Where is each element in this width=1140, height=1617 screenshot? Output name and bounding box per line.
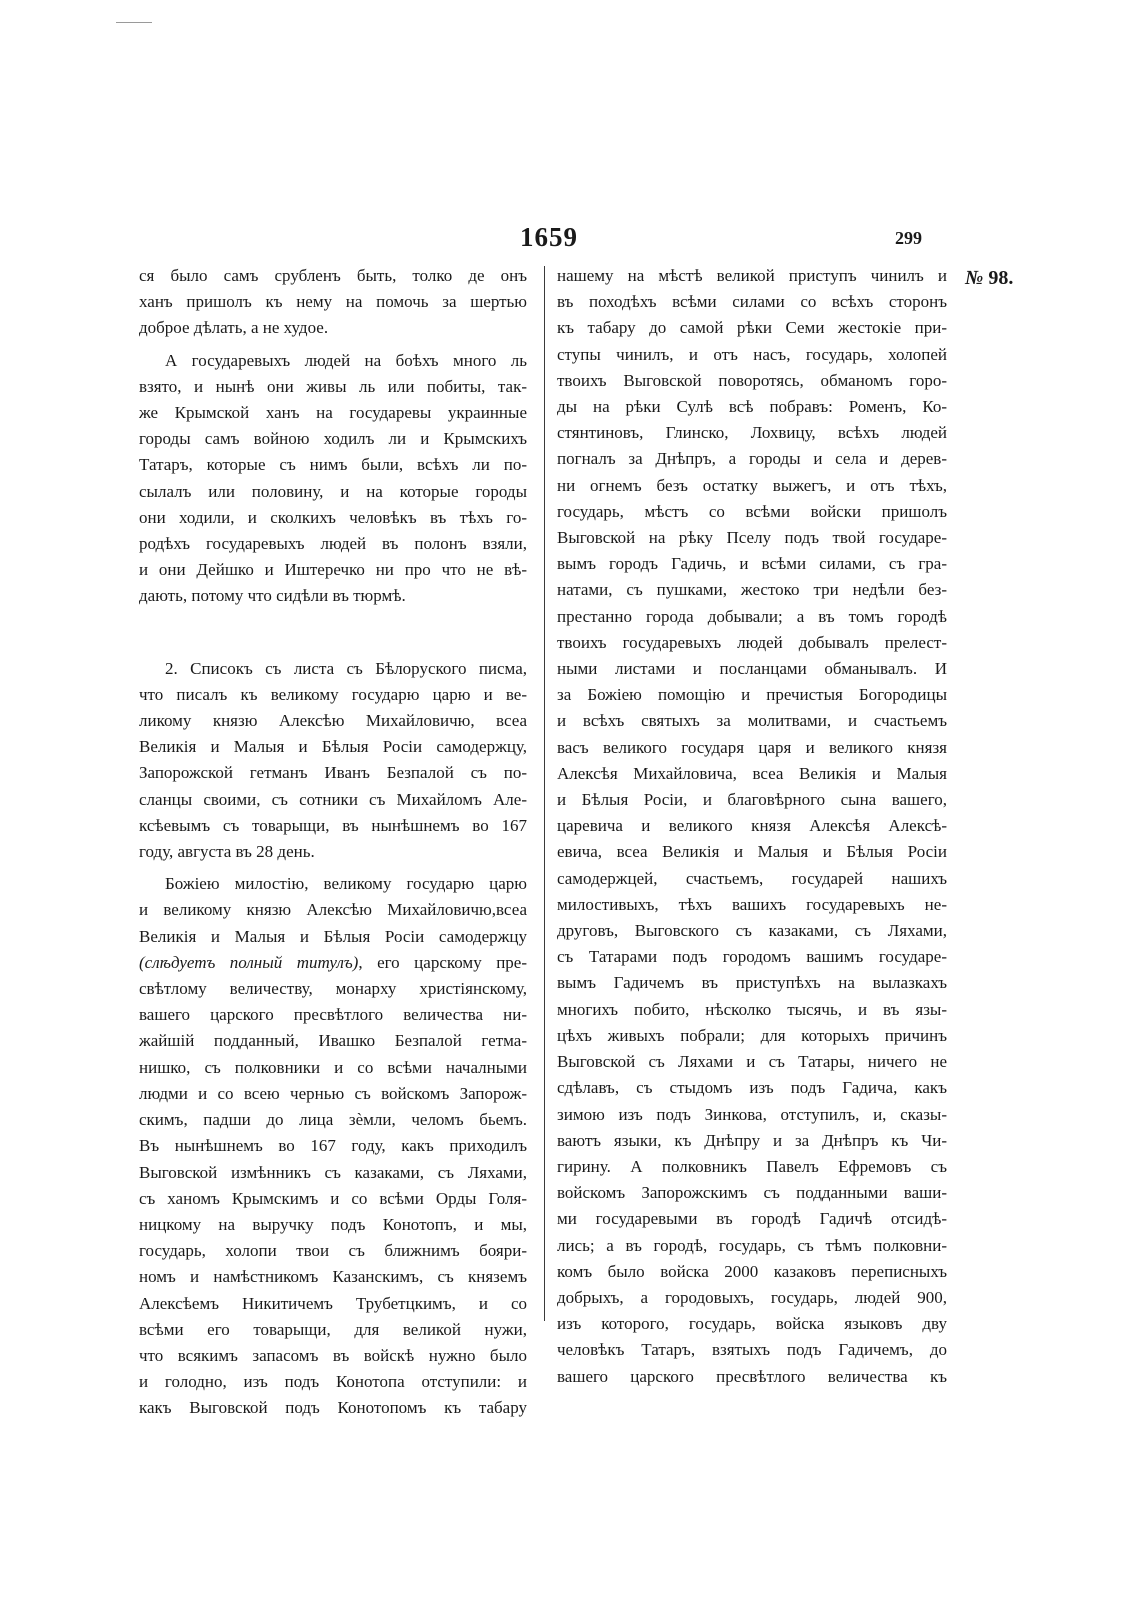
- text-line: твоихъ государевыхъ людей добывалъ прелест-: [557, 632, 947, 652]
- text-line: вашего царского пресвѣтлого величества къ: [557, 1366, 947, 1386]
- text-line: государь, холопи твои съ ближнимъ бояри-: [139, 1241, 527, 1261]
- text-line: всѣми его товарыщи, для великой нужи,: [139, 1319, 527, 1339]
- text-line: Великія и Малыя и Бѣлыя Росіи самодержцу,: [139, 737, 527, 757]
- text-line: васъ великого государя царя и великого князя: [557, 737, 947, 757]
- text-line: гирину. А полковникъ Павелъ Ефремовъ съ: [557, 1156, 947, 1176]
- text-line: престанно города добывали; а въ томъ городѣ: [557, 606, 947, 626]
- text-line: и великому князю Алексѣю Михайловичю,всеа: [139, 900, 527, 920]
- text-line: ницкому на выручку подъ Конотопъ, и мы,: [139, 1214, 527, 1234]
- text-line: комъ было войска 2000 казаковъ переписныхъ: [557, 1261, 947, 1281]
- text-line: погналъ за Днѣпръ, а городы и села и дерев-: [557, 449, 947, 469]
- text-line: государь, мѣстъ со всѣми войски пришолъ: [557, 501, 947, 521]
- text-line: вымъ Гадичемъ въ приступѣхъ на вылазкахъ: [557, 973, 947, 993]
- italic-note: (слѣдуетъ полный титулъ): [139, 952, 359, 972]
- document-number-value: 98.: [988, 267, 1014, 289]
- text-line: жайшій подданный, Ивашко Безпалой гетма-: [139, 1031, 527, 1051]
- text-line: и всѣхъ святыхъ за молитвами, и счастьемъ: [557, 711, 947, 731]
- paragraph-4: [139, 871, 527, 1421]
- text-line: ся было самъ срубленъ быть, толко де онъ: [139, 266, 527, 285]
- text-line: ни огнемъ безъ остатку выжегъ, и отъ тѣхъ,: [557, 475, 947, 495]
- text-line: за Божіею помощію и пречистыя Богородицы: [557, 685, 947, 705]
- text-line: ступы чинилъ, и отъ насъ, государь, холопей: [557, 344, 947, 364]
- text-line: номъ и намѣстникомъ Казанскимъ, съ княземъ: [139, 1267, 527, 1287]
- text-line: доброе дѣлать, а не худое.: [139, 318, 329, 338]
- text-line: и они Дейшко и Иштеречко ни про что не вѣ-: [139, 560, 527, 580]
- text-line: нашему на мѣстѣ великой приступъ чинилъ и: [557, 266, 947, 285]
- text-line: [139, 950, 527, 976]
- text-line: же Крымской ханъ на государевы украинные: [139, 403, 527, 423]
- text-line: году, августа въ 28 день.: [139, 842, 315, 862]
- text-line: лись; а въ городѣ, государь, съ тѣмъ полковни-: [557, 1235, 947, 1255]
- text-line: вашего царского пресвѣтлого величества ни-: [139, 1005, 527, 1025]
- text-fragment: , его царскому пре-: [358, 952, 527, 972]
- text-line: Запорожской гетманъ Иванъ Безпалой съ по-: [139, 763, 527, 783]
- text-line: царевича и великого князя Алексѣя Алексѣ-: [557, 816, 947, 836]
- year-heading: 1659: [520, 222, 578, 252]
- text-line: Алексѣя Михайловича, всеа Великія и Малыя: [557, 763, 947, 783]
- text-line: ваютъ языки, къ Днѣпру и за Днѣпръ къ Чи-: [557, 1130, 947, 1150]
- left-column: [139, 263, 527, 1422]
- text-line: Въ нынѣшнемъ во 167 году, какъ приходилъ: [139, 1136, 527, 1156]
- text-line: и Бѣлыя Росіи, и благовѣрного сына вашего,: [557, 790, 947, 810]
- text-line: взято, и нынѣ они живы ль или побиты, так-: [139, 376, 527, 396]
- document-number: [965, 267, 1013, 290]
- page-number: 299: [895, 228, 922, 248]
- text-line: Великія и Малыя и Бѣлыя Росіи самодержцу: [139, 926, 527, 946]
- number-sign: №: [965, 267, 984, 289]
- text-line: 2. Списокъ съ листа съ Бѣлоруского писма,: [165, 658, 527, 678]
- text-line: вымъ городъ Гадичь, и всѣми силами, съ гра-: [557, 554, 947, 574]
- column-divider: [544, 266, 545, 1321]
- text-line: сланцы своими, съ сотники съ Михайломъ Але-: [139, 789, 527, 809]
- text-line: къ табару до самой рѣки Семи жестокіе при-: [557, 318, 947, 338]
- text-line: какъ Выговской подъ Конотопомъ къ табару: [139, 1398, 527, 1418]
- text-line: ми государевыми въ городѣ Гадичѣ отсидѣ-: [557, 1209, 947, 1229]
- text-line: родѣхъ государевыхъ людей въ полонъ взяли,: [139, 534, 527, 554]
- text-line: они ходили, и сколкихъ человѣкъ въ тѣхъ го-: [139, 507, 527, 527]
- text-line: Божіею милостію, великому государю царю: [165, 874, 527, 894]
- text-line: евича, всеа Великія и Малыя и Бѣлыя Росіи: [557, 842, 947, 862]
- text-line: что всякимъ запасомъ въ войскѣ нужно было: [139, 1345, 527, 1365]
- paragraph-2: [139, 348, 527, 610]
- text-line: скимъ, падши до лица зѐмли, челомъ бьемъ.: [139, 1110, 527, 1130]
- text-line: А государевыхъ людей на боѣхъ много ль: [165, 350, 527, 370]
- text-line: натами, съ пушками, жестоко три недѣли без-: [557, 580, 947, 600]
- text-line: войскомъ Запорожскимъ съ подданными ваши-: [557, 1183, 947, 1203]
- text-line: Выговской на рѣку Пселу подъ твой государе-: [557, 528, 947, 548]
- text-line: добрыхъ, а городовыхъ, государь, людей 900,: [557, 1287, 947, 1307]
- paragraph-5: [557, 263, 947, 1390]
- text-line: съ ханомъ Крымскимъ и со всѣми Орды Голя-: [139, 1188, 527, 1208]
- text-line: изъ которого, государь, войска языковъ дву: [557, 1314, 947, 1334]
- paragraph-1: [139, 263, 527, 342]
- text-line: и голодно, изъ подъ Конотопа отступили: и: [139, 1372, 527, 1392]
- text-line: ксѣевымъ съ товарыщи, въ нынѣшнемъ во 167: [139, 815, 527, 835]
- text-line: Выговской съ Ляхами и съ Татары, ничего не: [557, 1052, 947, 1072]
- text-line: твоихъ Выговской поворотясь, обманомъ горо-: [557, 370, 947, 390]
- text-line: ханъ пришолъ къ нему на помочь за шертью: [139, 292, 527, 312]
- text-line: стянтиновъ, Глинско, Лохвицу, всѣхъ людей: [557, 423, 947, 443]
- top-rule: [116, 22, 152, 23]
- right-column: [557, 263, 947, 1390]
- text-line: ликому князю Алексѣю Михайловичю, всеа: [139, 711, 527, 731]
- text-line: что писалъ къ великому государю царю и ве-: [139, 684, 527, 704]
- text-line: въ походѣхъ всѣми силами со всѣхъ сторонъ: [557, 292, 947, 312]
- text-line: друговъ, Выговского съ казаками, съ Ляхами,: [557, 921, 947, 941]
- text-line: самодержцей, счастьемъ, государей нашихъ: [557, 868, 947, 888]
- text-line: ными листами и посланцами обманывалъ. И: [557, 659, 947, 679]
- text-line: многихъ побито, нѣсколко тысячь, и въ язы-: [557, 999, 947, 1019]
- text-line: зимою изъ подъ Зинкова, отступилъ, и, сказы-: [557, 1104, 947, 1124]
- text-line: человѣкъ Татаръ, взятыхъ подъ Гадичемъ, до: [557, 1340, 947, 1360]
- text-line: нишко, съ полковники и со всѣми началными: [139, 1057, 527, 1077]
- text-line: ды на рѣки Сулѣ всѣ побравъ: Роменъ, Ко-: [557, 397, 947, 417]
- text-line: сылалъ или половину, и на которые городы: [139, 481, 527, 501]
- text-line: Алексѣемъ Никитичемъ Трубетцкимъ, и со: [139, 1293, 527, 1313]
- text-line: сдѣлавъ, съ стыдомъ изъ подъ Гадича, какъ: [557, 1078, 947, 1098]
- text-line: съ Татарами подъ городомъ вашимъ государе-: [557, 947, 947, 967]
- paragraph-3: [139, 656, 527, 866]
- text-line: милостивыхъ, тѣхъ вашихъ государевыхъ не-: [557, 894, 947, 914]
- text-line: цѣхъ живыхъ побрали; для которыхъ причинъ: [557, 1025, 947, 1045]
- text-line: людми и со всею чернью съ войскомъ Запорож-: [139, 1083, 527, 1103]
- text-line: свѣтлому величеству, монарху христіянскому,: [139, 979, 527, 999]
- text-line: Татаръ, которые съ нимъ были, всѣхъ ли по-: [139, 455, 527, 475]
- text-line: Выговской измѣнникъ съ казаками, съ Ляхами,: [139, 1162, 527, 1182]
- text-line: городы самъ войною ходилъ ли и Крымскихъ: [139, 429, 527, 449]
- text-line: дають, потому что сидѣли въ тюрмѣ.: [139, 586, 406, 606]
